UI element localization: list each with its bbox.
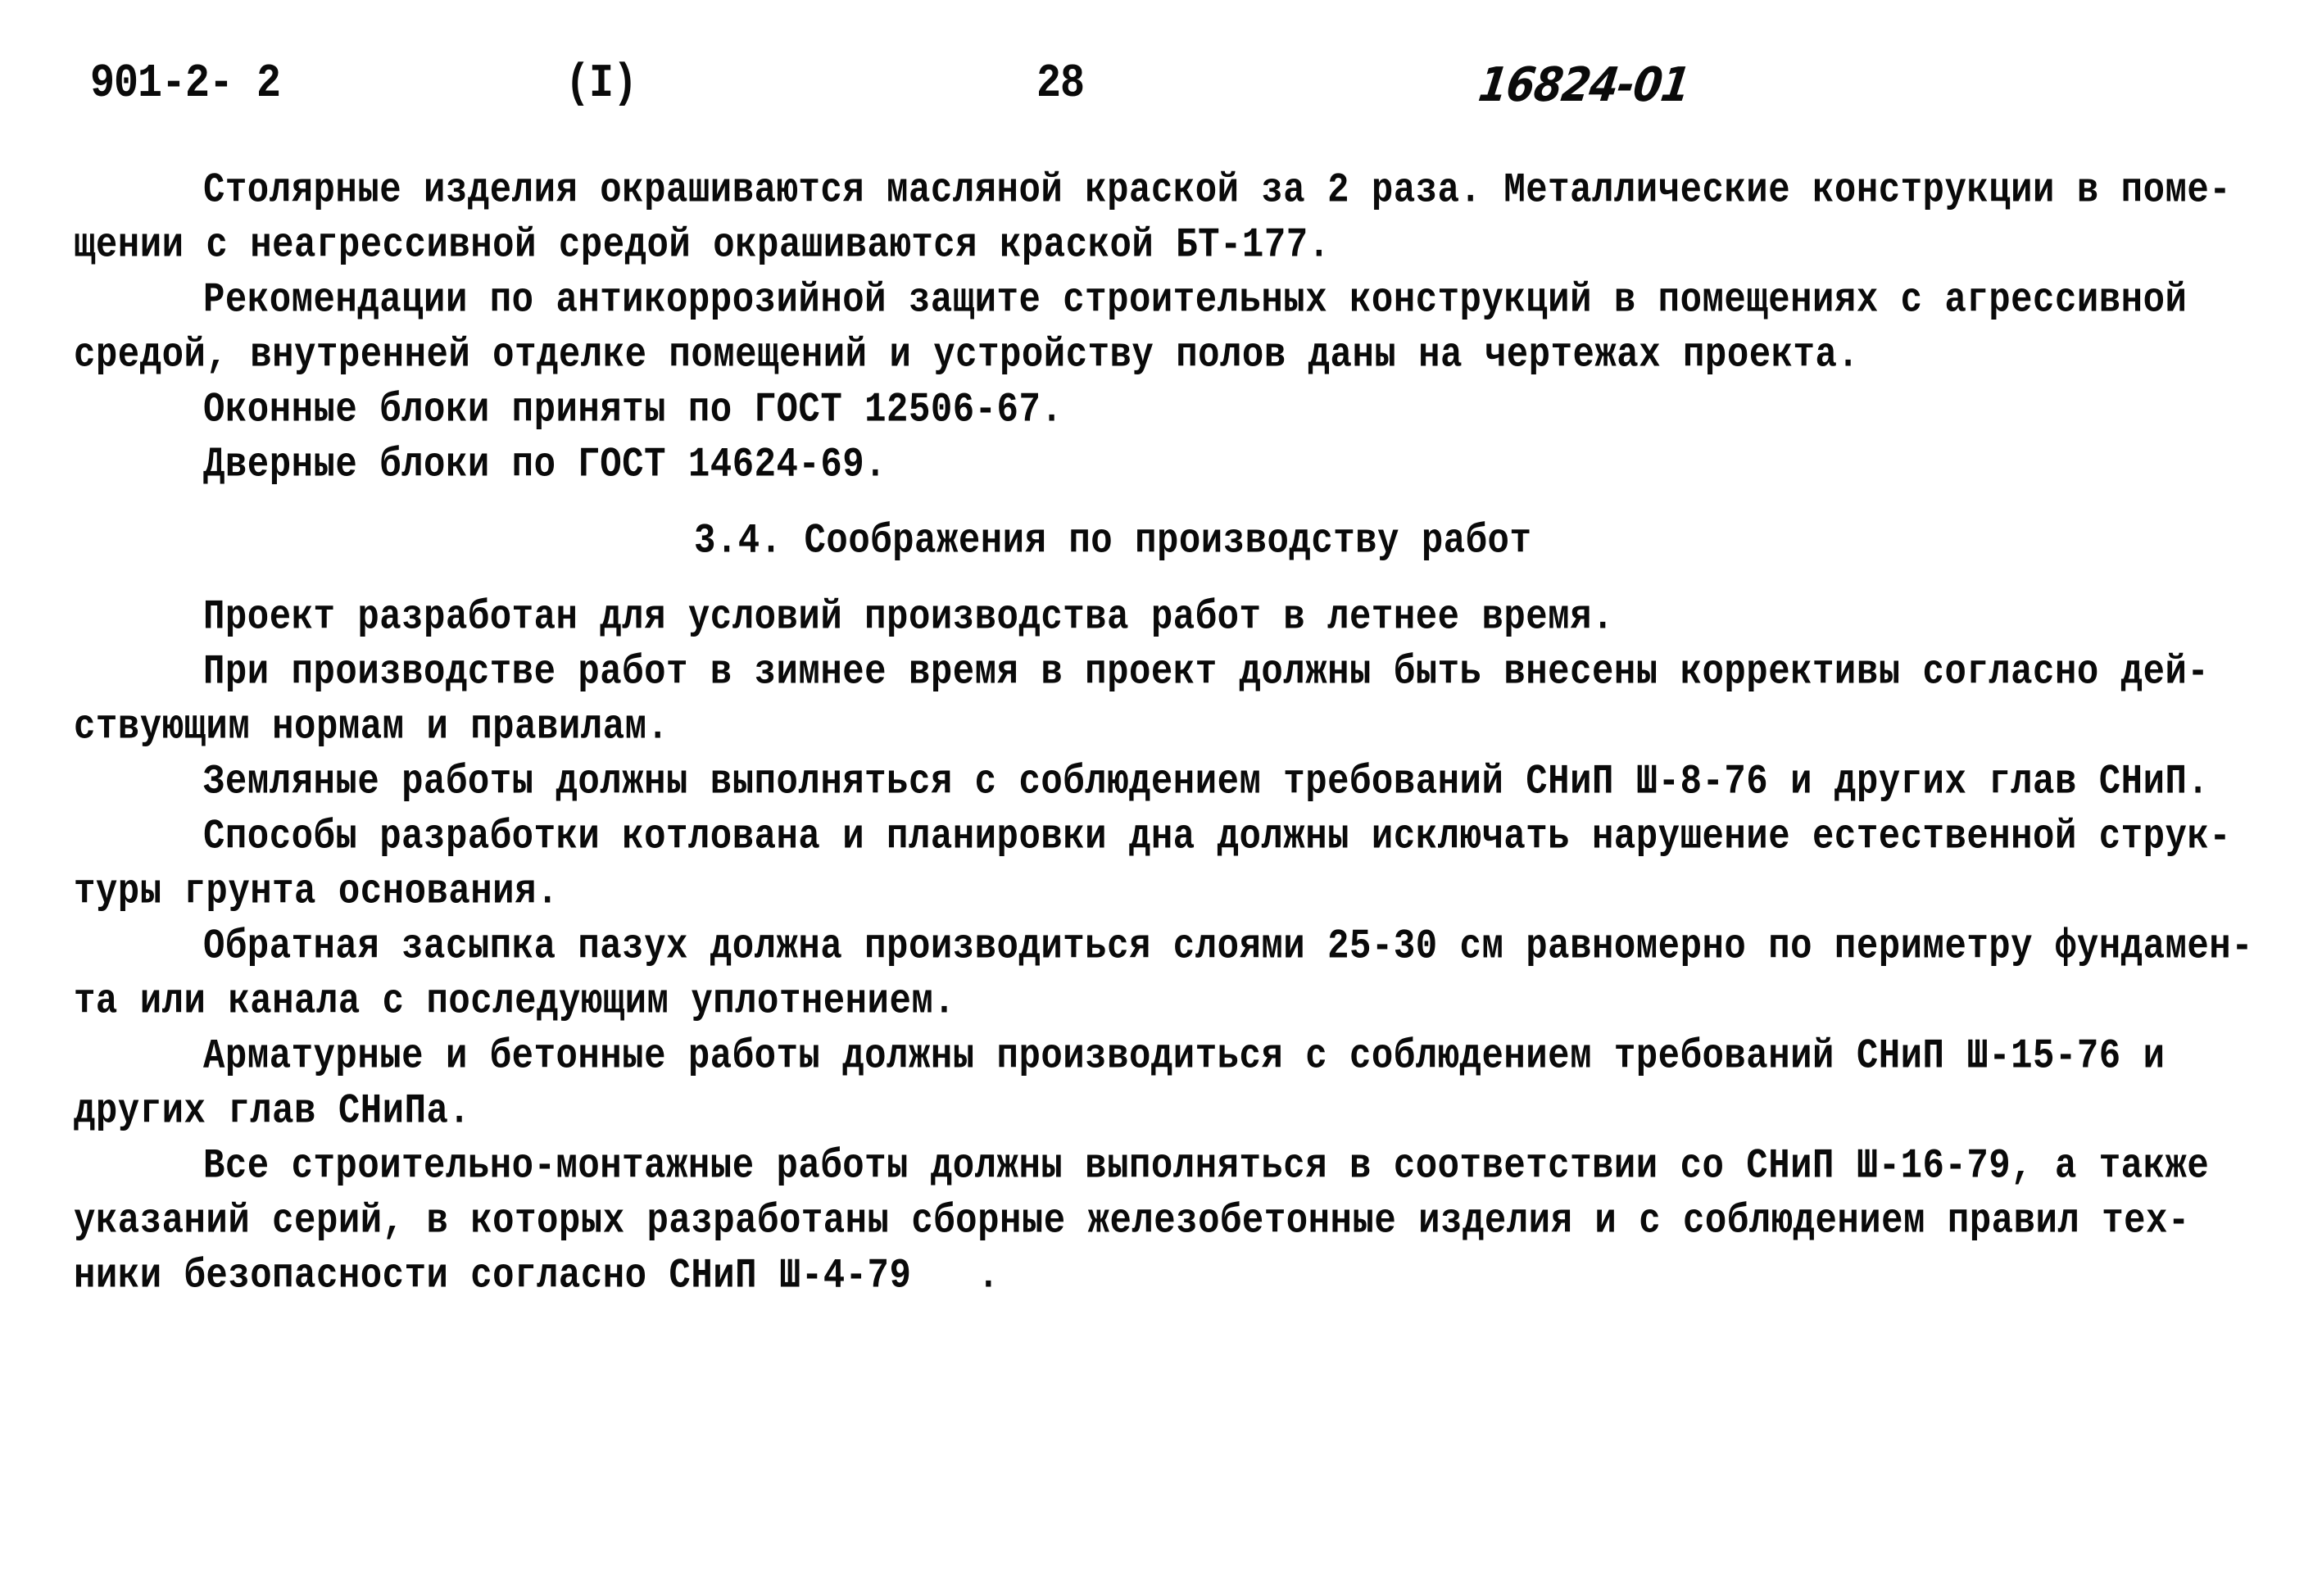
text-line: Обратная засыпка пазух должна производиться слоями 25-30 см равномерно по периметру фундамен- — [203, 923, 2254, 971]
text-line: Дверные блоки по ГОСТ 14624-69. — [203, 442, 887, 489]
section-heading: 3.4. Соображения по производству работ — [694, 518, 1532, 565]
paragraph-doors — [74, 438, 2270, 493]
text-line: Рекомендации по антикоррозийной защите строительных конструкций в помещениях с агрессивной — [203, 277, 2188, 324]
paragraph-construction — [74, 1140, 2270, 1304]
text-line: та или канала с последующим уплотнением. — [74, 978, 956, 1026]
paragraph-backfill — [74, 920, 2270, 1030]
text-line: ники безопасности согласно СНиП Ш-4-79 . — [74, 1253, 1000, 1300]
document-body — [74, 164, 2270, 1304]
text-line: Арматурные и бетонные работы должны производиться с соблюдением требований СНиП Ш-15-76 и — [203, 1033, 2166, 1081]
text-line: щении с неагрессивной средой окрашиваются краской БТ-177. — [74, 222, 1331, 270]
text-line: При производстве работ в зимнее время в проект должны быть внесены коррективы согласно дей- — [203, 649, 2210, 696]
document-code: 901-2- 2 — [90, 57, 281, 111]
text-line: Оконные блоки приняты по ГОСТ 12506-67. — [203, 387, 1063, 434]
text-line: Столярные изделия окрашиваются масляной краской за 2 раза. Металлические конструкции в поме- — [203, 167, 2232, 215]
text-line: Земляные работы должны выполняться с соблюдением требований СНиП Ш-8-76 и других глав СНиП. — [203, 759, 2210, 806]
page-number: 28 — [1036, 57, 1085, 111]
paragraph-concrete — [74, 1030, 2270, 1140]
text-line: других глав СНиПа. — [74, 1088, 471, 1136]
paragraph-corrosion — [74, 274, 2270, 383]
inventory-number: 16824-01 — [1475, 57, 1694, 112]
paragraph-summer — [74, 591, 2270, 646]
text-line: Проект разработан для условий производства работ в летнее время. — [203, 594, 1614, 642]
text-line: Все строительно-монтажные работы должны выполняться в соответствии со СНиП Ш-16-79, а также — [203, 1143, 2210, 1190]
paragraph-windows — [74, 383, 2270, 438]
text-line: указаний серий, в которых разработаны сборные железобетонные изделия и с соблюдением правил тех- — [74, 1198, 2190, 1245]
paragraph-winter — [74, 646, 2270, 755]
paragraph-excavation — [74, 810, 2270, 920]
part-number: (I) — [565, 57, 637, 111]
text-line: ствующим нормам и правилам. — [74, 704, 669, 751]
paragraph-finishes — [74, 164, 2270, 274]
text-line: средой, внутренней отделке помещений и устройству полов даны на чертежах проекта. — [74, 332, 1860, 379]
text-line: туры грунта основания. — [74, 868, 559, 916]
paragraph-earthworks — [74, 755, 2270, 810]
text-line: Способы разработки котлована и планировки дна должны исключать нарушение естественной струк- — [203, 814, 2232, 861]
